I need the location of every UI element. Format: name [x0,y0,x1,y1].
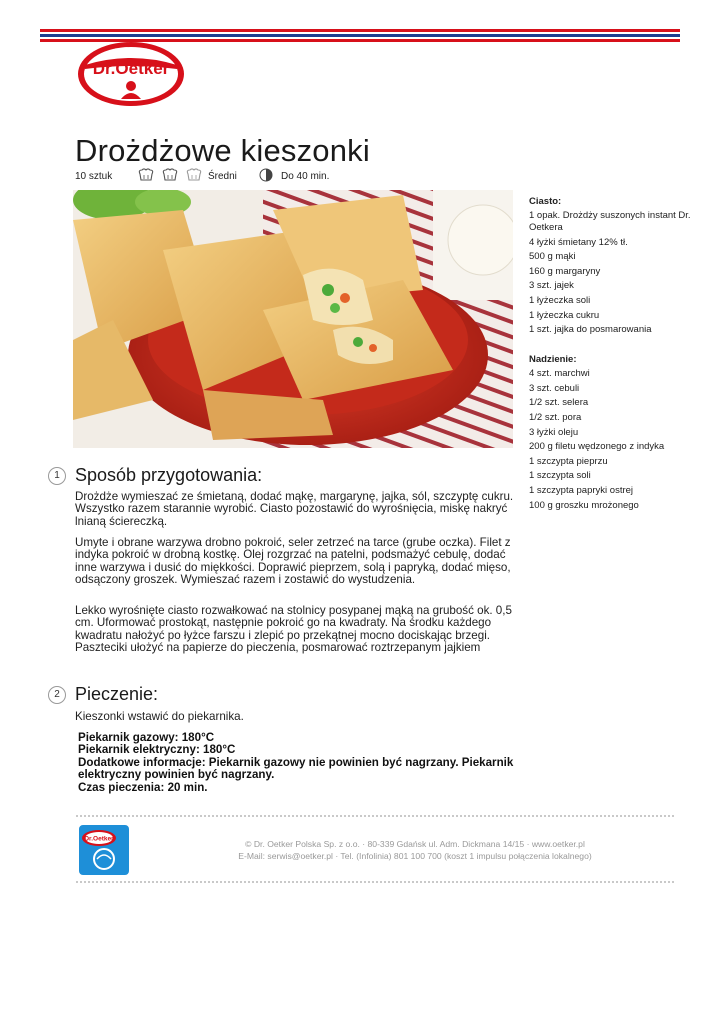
step-paragraph: Drożdże wymieszać ze śmietaną, dodać mąkę, margarynę, jajka, sól, szczyptę cukru. Wszystko razem starannie wyrobić. Ciasto pozostawić do wyrośnięcia, miskę nakryć lnianą ściereczką. [75,490,514,528]
footer-logo-text: Dr.Oetker [84,835,114,843]
step-paragraph: Kieszonki wstawić do piekarnika. [75,710,244,723]
ingredient-item: 3 szt. cebuli [529,382,580,394]
ingredient-item: 1 szczypta pieprzu [529,455,608,467]
logo-text: Dr.Oetker [92,59,170,78]
ingredient-item: 3 łyżki oleju [529,426,579,438]
footer-divider-top [76,815,674,817]
ingredient-item: 1 szczypta soli [529,470,591,482]
ingredient-item: 200 g filetu wędzonego z indyka [529,441,665,453]
clock-icon [259,168,273,182]
ingredient-item: 100 g groszku mrożonego [529,499,639,511]
ingredient-item: 1 łyżeczka soli [529,294,591,306]
ingredient-item: 1 szczypta papryki ostrej [529,484,634,496]
difficulty-text: Średni [208,171,237,182]
ingredient-item: 4 łyżki śmietany 12% tł. [529,236,628,248]
footer-contact [170,838,660,862]
step-title: Pieczenie: [75,684,159,704]
recipe-title: Drożdżowe kieszonki [75,133,370,168]
ingredient-item: 1/2 szt. selera [529,397,589,409]
electric-oven-text: Piekarnik elektryczny: 180°C [78,743,236,757]
gas-oven-text: Piekarnik gazowy: 180°C [78,731,215,744]
ingredients-sidebar [529,196,699,514]
footer-divider-bottom [76,881,674,883]
step-paragraph: Lekko wyrośnięte ciasto rozwałkować na stolnicy posypanej mąką na grubość ok. 0,5 cm. Uformować prostokąt, następnie pokroić go na kwadraty. Na środku każdego kwadratu nałożyć po łyżce farszu i zlepić po przekątnej mocno dociskając brzegi. Paszteciki ułożyć na papierze do pieczenia, posmarować roztrzepanym jajkiem [75,604,512,655]
chef-hat-icon [161,168,179,182]
baking-time-text: Czas pieczenia: 20 min. [78,780,208,794]
footer-email-phone: E-Mail: serwis@oetker.pl · Tel. (Infolinia) 801 100 700 (koszt 1 impulsu połączenia lokalnego) [238,851,592,861]
ingredient-item: 160 g margaryny [529,265,601,277]
chef-hat-icon [137,168,155,182]
step-number: 1 [48,467,66,485]
footer-address: © Dr. Oetker Polska Sp. z o.o. · 80-339 Gdańsk ul. Adm. Dickmana 14/15 · www.oetker.pl [245,839,585,849]
footer-logo [79,825,129,875]
recipe-photo [73,190,513,448]
chef-hat-icon [185,168,203,182]
ingredient-item: 4 szt. marchwi [529,368,590,380]
ingredient-item: 1 łyżeczka cukru [529,309,600,321]
time-text: Do 40 min. [281,171,330,182]
step-title: Sposób przygotowania: [75,465,263,485]
dr-oetker-logo [77,41,185,107]
dough-heading: Ciasto: [529,196,562,207]
filling-heading: Nadzienie: [529,354,577,366]
ingredient-item: 1/2 szt. pora [529,411,582,423]
ingredient-item: 1 szt. jajka do posmarowania [529,324,652,336]
servings-text: 10 sztuk [75,171,113,182]
step-number: 2 [48,686,66,704]
baking-info [78,732,528,794]
ingredient-item: 500 g mąki [529,251,576,263]
step-paragraph: Umyte i obrane warzywa drobno pokroić, seler zetrzeć na tarce (grube oczka). Filet z indyka pokroić w drobną kostkę. Olej rozgrzać na patelni, podsmażyć cebulę, dodać inne warzywa i dusić do miękkości. Doprawić pieprzem, solą i papryką, dodać mięso, odsączony groszek. Wymieszać razem i zostawić do wystudzenia. [75,536,511,587]
extra-info-text: Dodatkowe informacje: Piekarnik gazowy nie powinien być nagrzany. Piekarnik elektryczny powinien być nagrzany. [78,755,514,782]
ingredient-item: 3 szt. jajek [529,280,574,292]
ingredient-item: 1 opak. Drożdży suszonych instant Dr. Oetkera [529,210,691,233]
